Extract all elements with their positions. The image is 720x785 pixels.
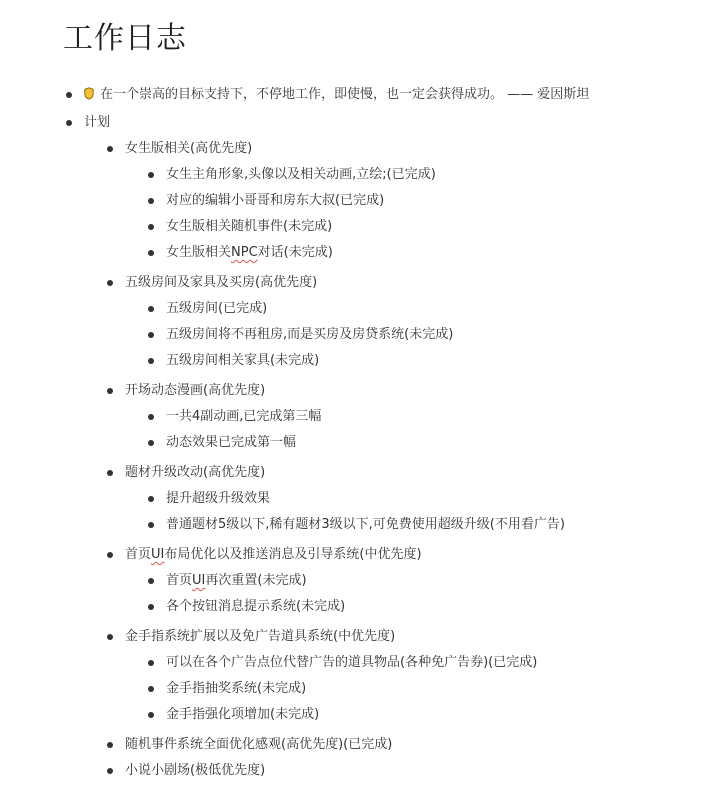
task-text-pre: 女生版相关 bbox=[166, 245, 232, 260]
quote-item bbox=[65, 82, 705, 108]
task-list bbox=[147, 486, 705, 538]
task-item bbox=[147, 650, 705, 676]
bullet-icon bbox=[148, 306, 154, 312]
spellcheck-word: UI bbox=[192, 573, 206, 588]
bullet-icon bbox=[148, 224, 154, 230]
bullet-icon bbox=[148, 522, 154, 528]
task-text-post: 再次重置(未完成) bbox=[205, 573, 307, 588]
task-item bbox=[147, 162, 705, 188]
plan-group bbox=[106, 378, 705, 456]
bullet-icon bbox=[148, 440, 154, 446]
bullet-icon bbox=[148, 578, 154, 584]
task-item bbox=[147, 568, 705, 594]
task-item bbox=[147, 296, 705, 322]
bullet-icon bbox=[107, 768, 113, 774]
group-label: 小说小剧场(极低优先度) bbox=[125, 763, 266, 778]
task-list bbox=[147, 296, 705, 374]
bullet-icon bbox=[148, 332, 154, 338]
plan-group bbox=[106, 542, 705, 620]
task-text: 一共4副动画,已完成第三幅 bbox=[166, 409, 322, 424]
bullet-icon bbox=[148, 198, 154, 204]
plan-label: 计划 bbox=[84, 115, 111, 130]
task-text: 动态效果已完成第一幅 bbox=[166, 435, 297, 450]
task-text: 对应的编辑小哥哥和房东大叔(已完成) bbox=[166, 193, 385, 208]
bullet-icon bbox=[107, 146, 113, 152]
task-item bbox=[147, 594, 705, 620]
bullet-icon bbox=[107, 388, 113, 394]
bullet-icon bbox=[148, 358, 154, 364]
bullet-icon bbox=[66, 92, 72, 98]
group-label: 女生版相关(高优先度) bbox=[125, 141, 253, 156]
task-item bbox=[147, 676, 705, 702]
group-label: 五级房间及家具及买房(高优先度) bbox=[125, 275, 318, 290]
task-item bbox=[147, 404, 705, 430]
task-text: 普通题材5级以下,稀有题材3级以下,可免费使用超级升级(不用看广告) bbox=[166, 517, 565, 532]
plan-group bbox=[106, 732, 705, 758]
group-label-pre: 首页 bbox=[125, 547, 152, 562]
bullet-icon bbox=[148, 250, 154, 256]
group-label-post: 布局优化以及推送消息及引导系统(中优先度) bbox=[164, 547, 422, 562]
bullet-icon bbox=[148, 496, 154, 502]
bullet-icon bbox=[107, 470, 113, 476]
plan-groups bbox=[106, 136, 705, 784]
quote-text: 在一个崇高的目标支持下，不停地工作，即使慢，也一定会获得成功。 —— 爱因斯坦 bbox=[100, 87, 590, 102]
task-item bbox=[147, 486, 705, 512]
task-item bbox=[147, 188, 705, 214]
task-list bbox=[147, 162, 705, 266]
spellcheck-word: NPC bbox=[231, 245, 258, 260]
task-item bbox=[147, 348, 705, 374]
bullet-icon bbox=[107, 552, 113, 558]
bullet-icon bbox=[107, 280, 113, 286]
task-text-post: 对话(未完成) bbox=[257, 245, 333, 260]
document-list bbox=[65, 82, 705, 784]
task-text: 金手指抽奖系统(未完成) bbox=[166, 681, 307, 696]
plan-group bbox=[106, 624, 705, 728]
task-text: 可以在各个广告点位代替广告的道具物品(各种免广告券)(已完成) bbox=[166, 655, 538, 670]
plan-group bbox=[106, 136, 705, 266]
bullet-icon bbox=[148, 686, 154, 692]
bullet-icon bbox=[148, 660, 154, 666]
shield-icon bbox=[84, 87, 94, 100]
bullet-icon bbox=[107, 742, 113, 748]
task-text-pre: 首页 bbox=[166, 573, 193, 588]
task-text: 女生主角形象,头像以及相关动画,立绘;(已完成) bbox=[166, 167, 436, 182]
plan-group bbox=[106, 758, 705, 784]
task-text: 女生版相关随机事件(未完成) bbox=[166, 219, 333, 234]
group-label: 金手指系统扩展以及免广告道具系统(中优先度) bbox=[125, 629, 396, 644]
task-text: 五级房间(已完成) bbox=[166, 301, 268, 316]
bullet-icon bbox=[148, 604, 154, 610]
group-label: 开场动态漫画(高优先度) bbox=[125, 383, 266, 398]
task-text: 各个按钮消息提示系统(未完成) bbox=[166, 599, 346, 614]
task-item bbox=[147, 240, 705, 266]
task-list bbox=[147, 650, 705, 728]
plan-group bbox=[106, 460, 705, 538]
task-item bbox=[147, 702, 705, 728]
plan-group bbox=[106, 270, 705, 374]
bullet-icon bbox=[148, 172, 154, 178]
page-title: 工作日志 bbox=[63, 21, 187, 56]
task-list bbox=[147, 404, 705, 456]
task-item bbox=[147, 322, 705, 348]
task-text: 金手指强化项增加(未完成) bbox=[166, 707, 320, 722]
task-text: 五级房间相关家具(未完成) bbox=[166, 353, 320, 368]
task-text: 提升超级升级效果 bbox=[166, 491, 271, 506]
group-label: 题材升级改动(高优先度) bbox=[125, 465, 266, 480]
group-label: 随机事件系统全面优化感观(高优先度)(已完成) bbox=[125, 737, 393, 752]
spellcheck-word: UI bbox=[151, 547, 165, 562]
task-item bbox=[147, 214, 705, 240]
task-item bbox=[147, 512, 705, 538]
bullet-icon bbox=[66, 120, 72, 126]
bullet-icon bbox=[148, 414, 154, 420]
task-list bbox=[147, 568, 705, 620]
bullet-icon bbox=[148, 712, 154, 718]
task-item bbox=[147, 430, 705, 456]
bullet-icon bbox=[107, 634, 113, 640]
task-text: 五级房间将不再租房,而是买房及房贷系统(未完成) bbox=[166, 327, 454, 342]
plan-item bbox=[65, 110, 705, 784]
